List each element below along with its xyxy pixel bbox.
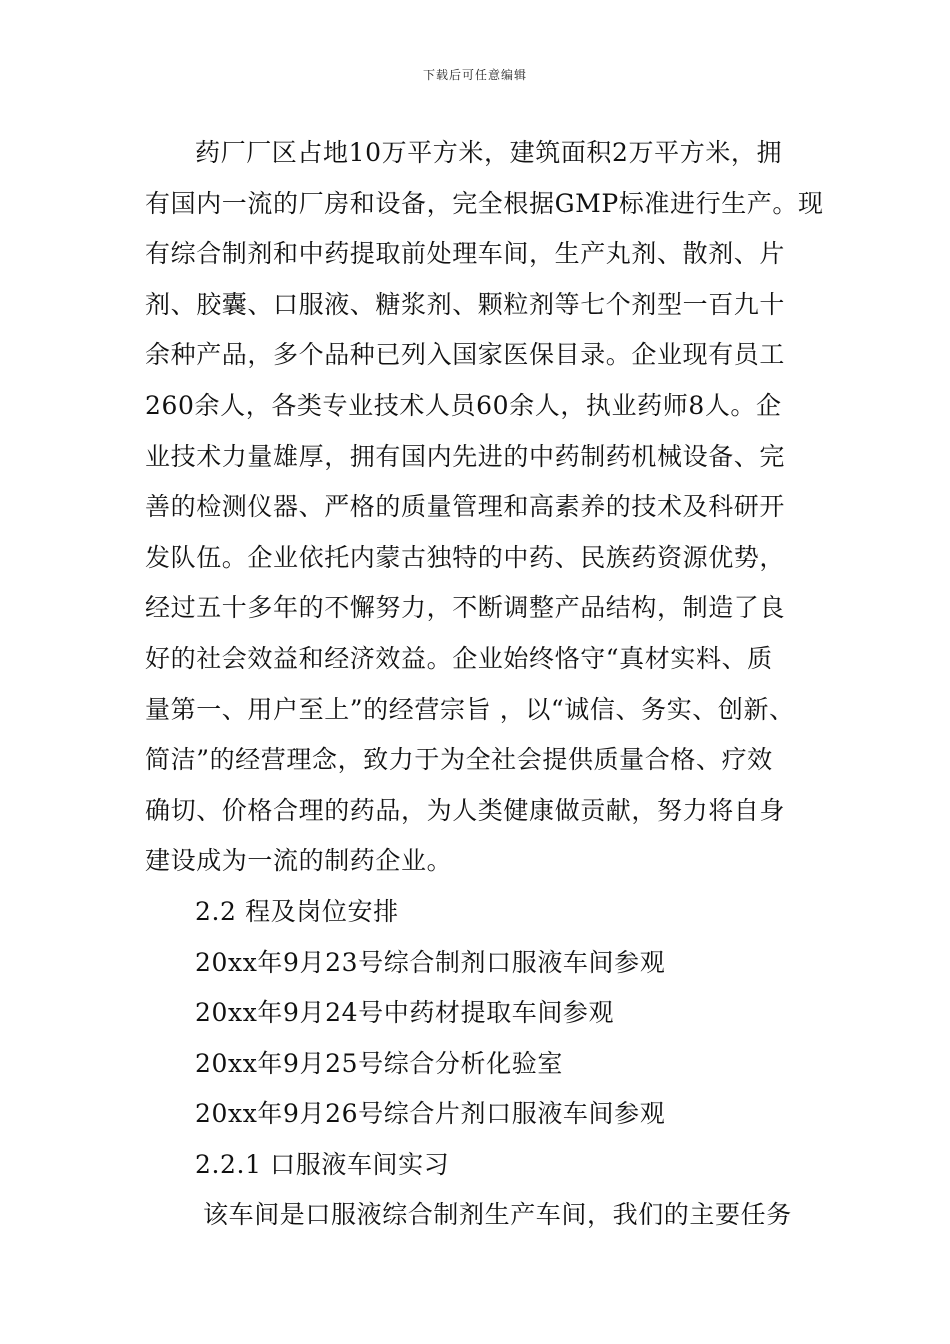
paragraph-line: 好的社会效益和经济效益。企业始终恪守“真材实料、质 [145, 643, 773, 673]
paragraph-line: 剂、胶囊、口服液、糖浆剂、颗粒剂等七个剂型一百九十 [145, 289, 786, 319]
schedule-item: 20xx年9月26号综合片剂口服液车间参观 [195, 1099, 666, 1129]
section-heading-2-2-1: 2.2.1 口服液车间实习 [195, 1149, 450, 1179]
paragraph-line: 余种产品，多个品种已列入国家医保目录。企业现有员工 [145, 340, 786, 370]
document-body [145, 128, 824, 1241]
section-heading-2-2: 2.2 程及岗位安排 [195, 896, 399, 926]
paragraph-line: 善的检测仪器、严格的质量管理和高素养的技术及科研开 [145, 492, 786, 522]
paragraph-line: 建设成为一流的制药企业。 [145, 846, 453, 876]
paragraph-line: 确切、价格合理的药品，为人类健康做贡献，努力将自身 [145, 795, 786, 825]
paragraph-line: 该车间是口服液综合制剂生产车间，我们的主要任务 [203, 1200, 792, 1230]
paragraph-line: 简洁”的经营理念，致力于为全社会提供质量合格、疗效 [145, 745, 773, 775]
paragraph-line: 业技术力量雄厚，拥有国内先进的中药制药机械设备、完 [145, 441, 786, 471]
page-header: 下载后可任意编辑 [422, 68, 527, 82]
schedule-item: 20xx年9月25号综合分析化验室 [195, 1048, 563, 1078]
paragraph-line: 发队伍。企业依托内蒙古独特的中药、民族药资源优势， [145, 542, 786, 572]
paragraph-line: 有国内一流的厂房和设备，完全根据GMP标准进行生产。现 [145, 188, 824, 218]
paragraph-line: 有综合制剂和中药提取前处理车间，生产丸剂、散剂、片 [145, 239, 786, 269]
schedule-item: 20xx年9月23号综合制剂口服液车间参观 [195, 947, 666, 977]
paragraph-line: 药厂厂区占地10万平方米，建筑面积2万平方米，拥 [195, 138, 783, 167]
paragraph-line: 经过五十多年的不懈努力，不断调整产品结构，制造了良 [145, 593, 786, 623]
paragraph-line: 260余人，各类专业技术人员60余人，执业药师8人。企 [145, 390, 782, 420]
schedule-item: 20xx年9月24号中药材提取车间参观 [195, 998, 615, 1028]
paragraph-line: 量第一、用户至上”的经营宗旨 ，以“诚信、务实、创新、 [145, 694, 795, 724]
